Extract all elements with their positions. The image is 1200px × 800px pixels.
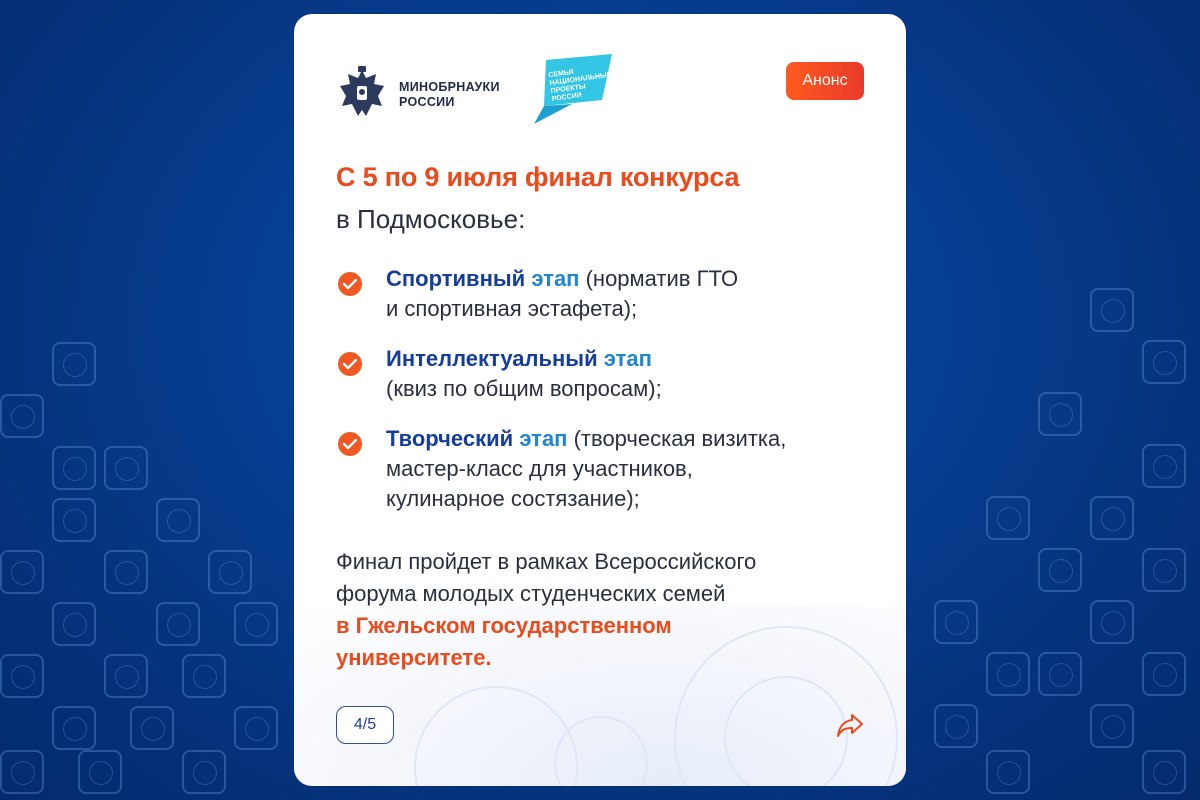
stage-item-intellectual: Интеллектуальный этап (квиз по общим вопросам); xyxy=(336,344,876,404)
checkmark-icon xyxy=(338,432,362,456)
final-paragraph: Финал пройдет в рамках Всероссийского форума молодых студенческих семей в Гжельском государственном университете. xyxy=(336,549,757,670)
page-counter[interactable]: 4/5 xyxy=(336,706,394,744)
stage-item-sport: Спортивный этап (норматив ГТО и спортивная эстафета); xyxy=(336,264,876,324)
page-title: С 5 по 9 июля финал конкурса xyxy=(336,162,740,192)
announcement-card xyxy=(294,14,906,786)
background-pattern-right xyxy=(910,280,1200,800)
ministry-name: МИНОБРНАУКИ РОССИИ xyxy=(399,80,500,109)
checkmark-icon xyxy=(338,272,362,296)
background-pattern-left xyxy=(0,330,290,800)
stages-list xyxy=(336,264,876,534)
share-icon[interactable] xyxy=(834,711,866,739)
page-subtitle: в Подмосковье: xyxy=(336,204,526,234)
national-projects-logo-text: СЕМЬЯ НАЦИОНАЛЬНЫЕ ПРОЕКТЫ РОССИИ xyxy=(548,68,612,104)
announcement-badge[interactable]: Анонс xyxy=(786,62,864,100)
card-header xyxy=(336,54,864,134)
checkmark-icon xyxy=(338,352,362,376)
stage-item-creative: Творческий этап (творческая визитка, мастер-класс для участников, кулинарное состязание); xyxy=(336,424,876,514)
coat-of-arms-icon xyxy=(336,64,388,120)
